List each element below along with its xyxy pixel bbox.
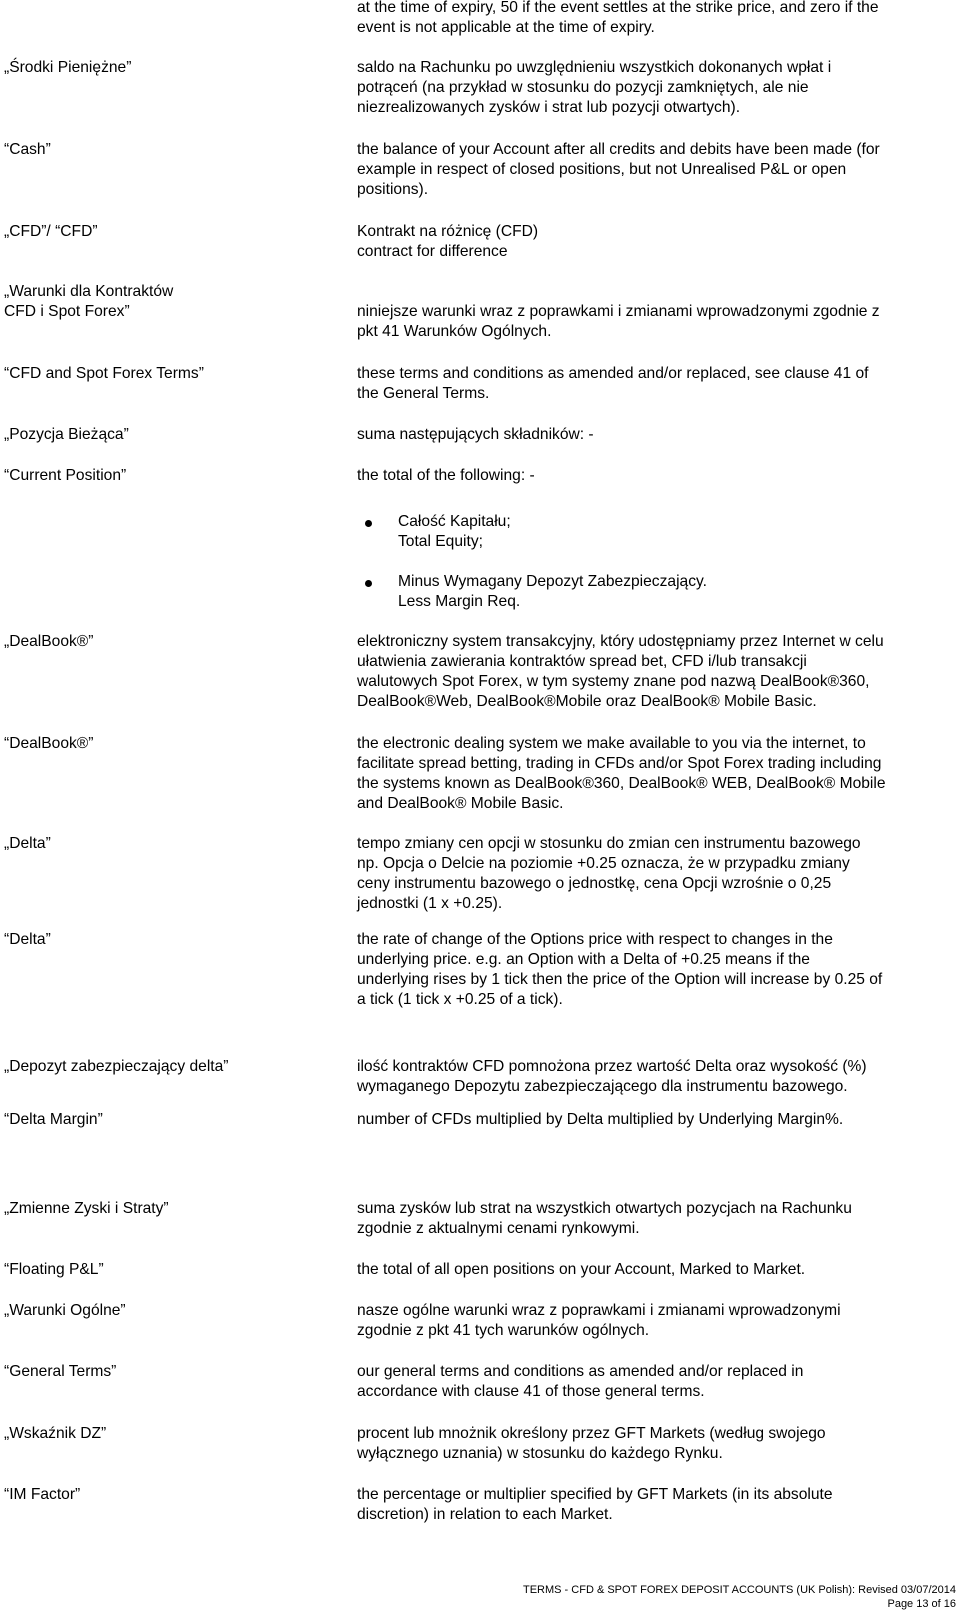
- page-number: Page 13 of 16: [887, 1598, 956, 1610]
- page-footer: [523, 1583, 956, 1611]
- term-definition: ilość kontraktów CFD pomnożona przez wartość Delta oraz wysokość (%) wymaganego Depozytu zabezpieczającego dla instrumentu bazowego.: [357, 1058, 867, 1095]
- term-label: “Floating P&L”: [4, 1261, 104, 1278]
- term-label: “Delta”: [4, 931, 51, 948]
- term-definition: tempo zmiany cen opcji w stosunku do zmian cen instrumentu bazowego np. Opcja o Delcie na poziomie +0.25 oznacza, że w przypadku zmiany ceny instrumentu bazowego o jednostkę, cena Opcji wzrośnie o 0,25 jednostki (1 x +0.25).: [357, 835, 861, 912]
- footer-title: TERMS - CFD & SPOT FOREX DEPOSIT ACCOUNTS (UK Polish): Revised 03/07/2014: [523, 1584, 956, 1596]
- bullet-item: Całość Kapitału; Total Equity;: [398, 513, 511, 550]
- term-definition: the rate of change of the Options price with respect to changes in the underlying price. e.g. an Option with a Delta of +0.25 means if the underlying rises by 1 tick then the price of the Option will increase by 0.25 of a tick (1 tick x +0.25 of a tick).: [357, 931, 883, 1008]
- term-label: “Cash”: [4, 141, 51, 158]
- term-definition: our general terms and conditions as amended and/or replaced in accordance with clause 41 of those general terms.: [357, 1363, 804, 1400]
- term-definition: nasze ogólne warunki wraz z poprawkami i zmianami wprowadzonymi zgodnie z pkt 41 tych warunków ogólnych.: [357, 1302, 841, 1339]
- term-definition: number of CFDs multiplied by Delta multiplied by Underlying Margin%.: [357, 1111, 844, 1128]
- bullet-icon: [365, 580, 372, 587]
- term-label: „Pozycja Bieżąca”: [4, 426, 129, 443]
- term-definition: niniejsze warunki wraz z poprawkami i zmianami wprowadzonymi zgodnie z pkt 41 Warunków Ogólnych.: [357, 303, 880, 340]
- term-definition: procent lub mnożnik określony przez GFT Markets (według swojego wyłącznego uznania) w stosunku do każdego Rynku.: [357, 1425, 826, 1462]
- term-definition: the electronic dealing system we make available to you via the internet, to facilitate spread betting, trading in CFDs and/or Spot Forex trading including the systems known as DealBook®360, DealBook® WEB, DealBook® Mobile and DealBook® Mobile Basic.: [357, 735, 886, 812]
- term-label: „Zmienne Zyski i Straty”: [4, 1200, 169, 1217]
- term-definition: the balance of your Account after all credits and debits have been made (for example in respect of closed positions, but not Unrealised P&L or open positions).: [357, 141, 880, 198]
- term-label: „Warunki Ogólne”: [4, 1302, 126, 1319]
- term-label: “CFD and Spot Forex Terms”: [4, 365, 204, 382]
- term-label: „Depozyt zabezpieczający delta”: [4, 1058, 229, 1075]
- term-label: „Delta”: [4, 835, 51, 852]
- term-definition: saldo na Rachunku po uwzględnieniu wszystkich dokonanych wpłat i potrąceń (na przykład w stosunku do pozycji zamkniętych, ale nie niezrealizowanych zysków i strat lub pozycji otwartych).: [357, 59, 832, 116]
- term-definition: suma zysków lub strat na wszystkich otwartych pozycjach na Rachunku zgodnie z aktualnymi cenami rynkowymi.: [357, 1200, 852, 1237]
- term-definition: elektroniczny system transakcyjny, który udostępniamy przez Internet w celu ułatwienia zawierania kontraktów spread bet, CFD i/lub transakcji walutowych Spot Forex, w tym systemy znane pod nazwą DealBook®360, DealBook®Web, DealBook®Mobile oraz DealBook® Mobile Basic.: [357, 633, 884, 710]
- continuation-text: at the time of expiry, 50 if the event settles at the strike price, and zero if the event is not applicable at the time of expiry.: [357, 0, 879, 36]
- term-definition: these terms and conditions as amended and/or replaced, see clause 41 of the General Terms.: [357, 365, 869, 402]
- term-definition: Kontrakt na różnicę (CFD) contract for difference: [357, 223, 539, 260]
- term-definition: the percentage or multiplier specified by GFT Markets (in its absolute discretion) in relation to each Market.: [357, 1486, 833, 1523]
- term-label: “IM Factor”: [4, 1486, 81, 1503]
- term-label: „Wskaźnik DZ”: [4, 1425, 107, 1442]
- term-label: „CFD”/ “CFD”: [4, 223, 98, 240]
- term-label: „DealBook®”: [4, 633, 94, 650]
- term-label: “Current Position”: [4, 467, 127, 484]
- term-definition: the total of all open positions on your Account, Marked to Market.: [357, 1261, 806, 1278]
- term-label: “DealBook®”: [4, 735, 94, 752]
- term-definition: suma następujących składników: -: [357, 426, 594, 443]
- bullet-item: Minus Wymagany Depozyt Zabezpieczający. Less Margin Req.: [398, 573, 707, 610]
- term-definition: the total of the following: -: [357, 467, 535, 484]
- term-label: „Środki Pieniężne”: [4, 59, 132, 76]
- bullet-icon: [365, 520, 372, 527]
- term-label: “General Terms”: [4, 1363, 117, 1380]
- term-label: „Warunki dla Kontraktów CFD i Spot Forex”: [4, 283, 174, 320]
- term-label: “Delta Margin”: [4, 1111, 103, 1128]
